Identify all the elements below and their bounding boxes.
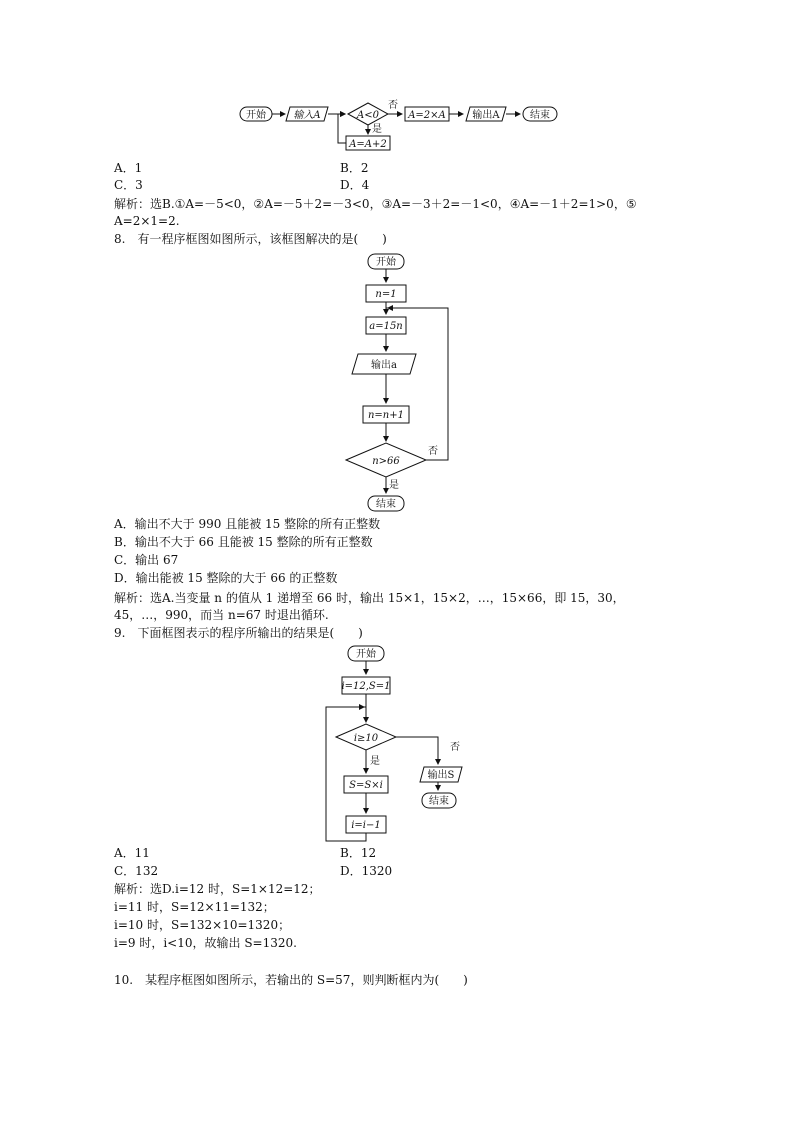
q8-analysis-line1: 解析：选A.当变量 n 的值从 1 递增至 66 时，输出 15×1，15×2，…，15×66，即 15，30， [114,591,625,605]
q9-option-b: B．12 [340,846,377,860]
q7-end-text: 结束 [530,110,550,121]
q8-output-text: 输出a [371,360,397,371]
q7-no-label: 否 [388,100,398,111]
q7-flowchart [230,98,570,156]
q8-start-text: 开始 [376,257,396,268]
q9-analysis-line2: i=11 时，S=12×11=132； [114,900,275,914]
q9-analysis-line1: 解析：选D.i=12 时，S=1×12=12； [114,882,321,896]
q7-process-no-text: A=2×A [408,110,446,121]
q8-option-c: C．输出 67 [114,553,179,567]
q9-flowchart [318,640,488,846]
q7-option-d: D．4 [340,178,370,192]
q8-analysis-line2: 45，…，990，而当 n=67 时退出循环. [114,608,329,622]
q9-option-a: A．11 [114,846,150,860]
q7-input-text: 输入A [293,110,321,121]
q7-output-text: 输出A [472,110,500,121]
q7-yes-label: 是 [372,124,382,135]
q7-option-c: C．3 [114,178,143,192]
q9-question: 9. 下面框图表示的程序所输出的结果是( ) [114,626,363,640]
q8-end-text: 结束 [376,499,396,510]
q9-multiply-text: S=S×i [349,780,383,791]
q8-increment-text: n=n+1 [367,410,405,421]
q9-init-text: i=12,S=1 [341,681,391,692]
q8-calc-text: a=15n [369,321,403,332]
q10-question: 10. 某程序框图如图所示，若输出的 S=57，则判断框内为( ) [114,973,468,987]
q7-analysis-line1: 解析：选B.①A=－5<0，②A=－5＋2=－3<0，③A=－3＋2=－1<0，④A=－1＋2=1>0，⑤ [114,197,637,211]
q8-yes-label: 是 [389,480,399,491]
q7-analysis-line2: A=2×1=2. [114,214,180,228]
q9-output-text: 输出S [427,770,455,781]
q7-process-yes-text: A=A+2 [349,139,387,150]
q9-option-d: D．1320 [340,864,393,878]
q8-option-d: D．输出能被 15 整除的大于 66 的正整数 [114,571,338,585]
q9-no-label: 否 [450,742,460,753]
q9-analysis-line3: i=10 时，S=132×10=1320； [114,918,291,932]
q9-end-text: 结束 [429,796,449,807]
q8-flowchart [330,248,470,516]
q8-option-b: B．输出不大于 66 且能被 15 整除的所有正整数 [114,535,373,549]
q8-no-label: 否 [428,446,438,457]
q8-question: 8. 有一程序框图如图所示，该框图解决的是( ) [114,232,387,246]
q9-decision-text: i≥10 [353,733,379,744]
q9-yes-label: 是 [370,756,380,767]
q8-option-a: A．输出不大于 990 且能被 15 整除的所有正整数 [114,517,381,531]
q8-decision-text: n>66 [372,456,400,467]
q9-option-c: C．132 [114,864,159,878]
q7-start-text: 开始 [246,110,266,121]
q9-analysis-line4: i=9 时，i<10，故输出 S=1320. [114,936,297,950]
q9-decrement-text: i=i−1 [351,820,381,831]
q7-decision-text: A<0 [357,110,379,121]
q9-start-text: 开始 [356,649,376,660]
q7-option-b: B．2 [340,161,369,175]
q7-option-a: A．1 [114,161,143,175]
q8-init-text: n=1 [375,289,397,300]
